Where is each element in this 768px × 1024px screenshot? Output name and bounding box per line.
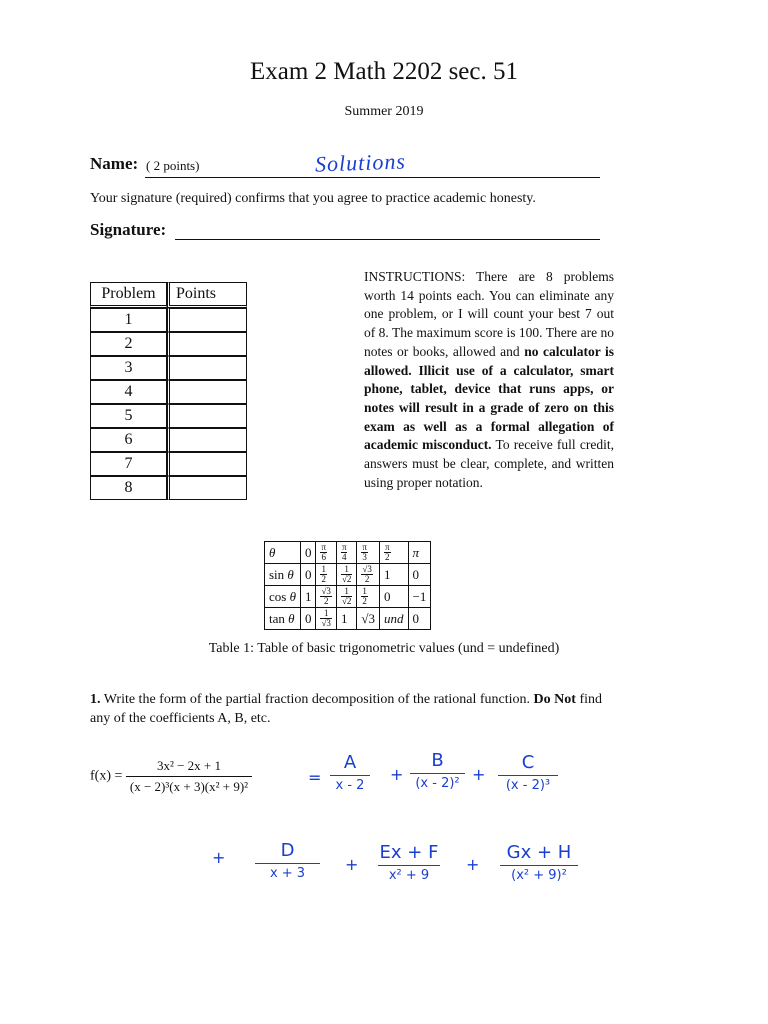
- table-row: [90, 308, 247, 332]
- problem-number: 1.: [90, 692, 101, 707]
- table-row: [90, 452, 247, 476]
- points-table: [90, 282, 247, 500]
- trig-row-tan: tan θ 0 $\frac{1}{√3}$ 1 √3 und 0: [265, 608, 431, 630]
- instructions: [364, 268, 614, 492]
- header-points: Points: [167, 282, 247, 308]
- trig-row-sin: sin θ 0 $\frac{1}{2}$ $\frac{1}{√2}$ $\frac{√3}{2}$ 1 0: [265, 564, 431, 586]
- problem-number: 4: [90, 380, 167, 404]
- plus-sign: +: [472, 765, 486, 784]
- table-row: [90, 404, 247, 428]
- problem-text: Write the form of the partial fraction decomposition of the rational function.: [103, 692, 531, 707]
- handwritten-solutions: Solutions: [314, 148, 407, 177]
- fx-numerator: 3x² − 2x + 1: [126, 758, 252, 777]
- plus-sign: +: [345, 855, 359, 874]
- points-cell[interactable]: [167, 452, 247, 476]
- table-row: [90, 380, 247, 404]
- name-label: Name:: [90, 154, 139, 173]
- solution-term: C (x - 2)³: [498, 752, 558, 793]
- problem-number: 8: [90, 476, 167, 500]
- trig-table-caption: Table 1: Table of basic trigonometric values (und = undefined): [208, 641, 560, 656]
- points-cell[interactable]: [167, 356, 247, 380]
- solution-term: Gx + H (x² + 9)²: [500, 842, 578, 883]
- plus-sign: +: [466, 855, 480, 874]
- instructions-text: INSTRUCTIONS: There are 8 problems worth 14 points each. You can eliminate any one problem, or I will count your best 7 out of 8. The maximum score is 100. There are no notes or books, allowed and: [364, 269, 614, 359]
- plus-sign: +: [390, 765, 404, 784]
- plus-sign: +: [212, 848, 226, 867]
- points-cell[interactable]: [167, 308, 247, 332]
- problem-number: 1: [90, 308, 167, 332]
- instructions-warning: no calculator is allowed. Illicit use of a calculator, smart phone, tablet, device that runs apps, or notes will result in a grade of zero on this exam as well as a formal allegation of academic misconduct.: [364, 343, 614, 453]
- problem-number: 7: [90, 452, 167, 476]
- equals-sign: =: [308, 768, 322, 787]
- solution-term: Ex + F x² + 9: [379, 842, 439, 883]
- points-cell[interactable]: [167, 332, 247, 356]
- problem-number: 2: [90, 332, 167, 356]
- problem-number: 3: [90, 356, 167, 380]
- points-cell[interactable]: [167, 404, 247, 428]
- table-row: [90, 428, 247, 452]
- name-line[interactable]: [145, 177, 600, 178]
- trig-row-cos: cos θ 1 $\frac{√3}{2}$ $\frac{1}{√2}$ $\frac{1}{2}$ 0 −1: [265, 586, 431, 608]
- signature-line[interactable]: [175, 239, 600, 240]
- signature-label: Signature:: [90, 220, 167, 239]
- table-row: [90, 332, 247, 356]
- signature-note: Your signature (required) confirms that you agree to practice academic honesty.: [90, 191, 536, 206]
- points-table-header: [90, 282, 247, 308]
- fx-label: f(x) =: [90, 768, 123, 784]
- problem-number: 6: [90, 428, 167, 452]
- problem-text-end: find any of the coefficients A, B, etc.: [90, 692, 602, 726]
- solution-term: D x + 3: [255, 840, 320, 881]
- rational-function: [90, 758, 252, 795]
- instructions-text-end: To receive full credit, answers must be clear, complete, and written using proper notation.: [364, 437, 614, 490]
- exam-title: Exam 2 Math 2202 sec. 51: [249, 58, 518, 85]
- rational-fraction: [126, 758, 252, 795]
- points-cell[interactable]: [167, 380, 247, 404]
- fx-denominator: (x − 2)³(x + 3)(x² + 9)²: [129, 779, 249, 794]
- trig-table: [264, 541, 431, 630]
- table-row: [90, 476, 247, 500]
- points-cell[interactable]: [167, 476, 247, 500]
- problem-text-bold: Do Not: [533, 692, 576, 707]
- problem-1-statement: [90, 690, 610, 728]
- name-points: ( 2 points): [146, 158, 200, 173]
- table-row: [90, 356, 247, 380]
- solution-term: A x - 2: [330, 752, 370, 793]
- solution-term: B (x - 2)²: [410, 750, 465, 791]
- header-problem: Problem: [90, 282, 167, 308]
- problem-number: 5: [90, 404, 167, 428]
- exam-term: Summer 2019: [344, 104, 424, 119]
- points-cell[interactable]: [167, 428, 247, 452]
- trig-row-theta: θ 0 $\frac{\pi}{6}$ $\frac{\pi}{4}$ $\frac{\pi}{3}$ $\frac{\pi}{2}$ π: [265, 542, 431, 564]
